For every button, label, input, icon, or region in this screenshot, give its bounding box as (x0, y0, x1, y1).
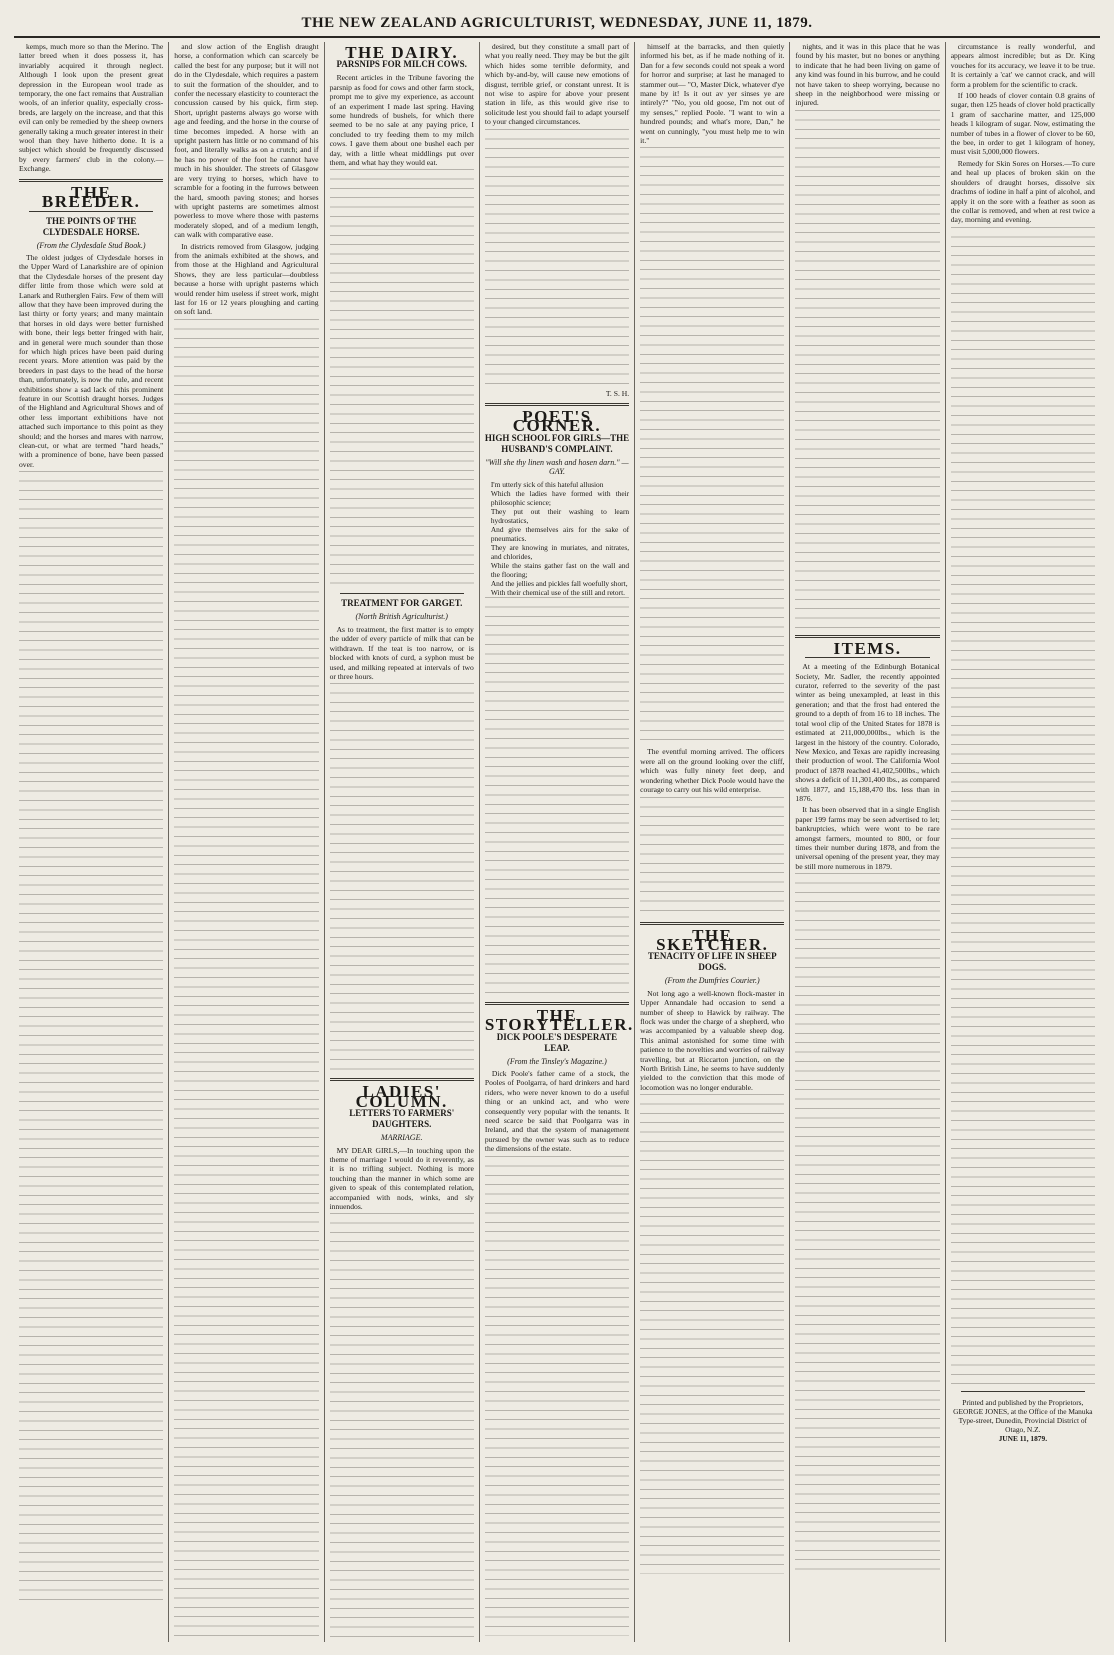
divider (485, 1002, 629, 1005)
col5-body: himself at the barracks, and then quietly informed his bet, as if he made nothing of it. Dan for a few seconds could not speak a word for horror and surprise; at last he managed to stammer out— "O, Master Dick, whatever d'ye mane by it! Is it out av yer sinses ye are intirely?" "No, you old goose, I'm not out of my senses," replied Poole. "I want to win a hundred pounds; and what's more, Dan," he went on cunningly, "you must help me to win it." (640, 42, 785, 146)
sketch-credit: (From the Dumfries Courier.) (664, 976, 760, 986)
divider (640, 922, 784, 925)
poem-title: HIGH SCHOOL FOR GIRLS—THE HUSBAND'S COMPLAINT. (484, 432, 630, 454)
col3-letters: MY DEAR GIRLS,—In touching upon the theme of marriage I would do it reverently, as it is no trifling subject. Nothing is more touching than the manner in which some are given to speak of this contemplated relation, accompanied with nods, winks, and sly innuendos. (329, 1145, 474, 1211)
columns (14, 42, 1100, 1642)
divider (795, 635, 939, 638)
col6-body: nights, and it was in this place that he was found by his master, but no bones or anything to indicate that he had been living on game of any kind was found in his burrow, and he could not have taken to sheep worrying, because no sheep in the neighborhood were missing or injured. (795, 42, 940, 108)
col3-treatment: As to treatment, the first matter is to empty the udder of every particle of milk that can be withdrawn. If the teat is too narrow, or is blocked with knots of curd, a syphon must be used, and milking repeated at intervals of two or three hours. (329, 624, 474, 681)
text-block (795, 110, 939, 630)
sketch-title: TENACITY OF LIFE IN SHEEP DOGS. (647, 951, 777, 973)
imprint-line: GEORGE JONES, at the Office of the Manuka Type-street, Dunedin, Provincial District of Otago, N.Z. (953, 1406, 1093, 1434)
text-block (795, 873, 939, 1573)
col1-intro: kemps, much more so than the Merino. The latter breed when it does possess it, has invariably acquired it through neglect. Although I look upon the present great depression in the European wool trade as temporary, the one fact remains that Australian wools, of an inferior quality, especially cross-breds, are largely on the increase, and that this evil can only be remedied by the sheep owners generally taking a much greater interest in their wool than they have hitherto done. It is a subject which should be frequently discussed by every farmers' club in the colony.—Exchange. (19, 42, 164, 174)
col7-tail: If 100 heads of clover contain 0.8 grains of sugar, then 125 heads of clover hold practically 1 gram of saccharine matter, and 125,000 heads 1 kilogram of sugar. Now, estimating the number of tubes in a flower of clover to be 60, the bee, in order to get 1 kilogram of honey, must visit 5,000,000 flowers. (950, 91, 1095, 157)
column-1 (14, 42, 169, 1642)
section-heading-sketcher: THE SKETCHER. (656, 925, 769, 954)
masthead (14, 10, 1100, 38)
poem-line: I'm utterly sick of this hateful allusion (490, 479, 604, 489)
poem (485, 480, 629, 597)
article-credit: (North British Agriculturist.) (355, 612, 448, 622)
col5-tail: The eventful morning arrived. The officers were all on the ground looking over the cliff, which was fully ninety feet deep, and wondering whether Dick Poole would have the courage to carry out his wild enterprise. (640, 747, 785, 795)
text-block (19, 471, 163, 1601)
poem-line: And the jellies and pickles fall woefully short, (490, 578, 628, 588)
poem-line: And give themselves airs for the sake of pneumatics. (490, 524, 630, 543)
article-title-clydesdale: THE POINTS OF THE CLYDESDALE HORSE. (42, 215, 140, 237)
text-block (485, 1156, 629, 1636)
divider (961, 1391, 1085, 1392)
section-heading-items: ITEMS. (833, 638, 902, 658)
column-2 (169, 42, 324, 1642)
poem-line: They put out their washing to learn hydrostatics, (490, 506, 630, 525)
divider (340, 593, 464, 594)
poem-line: Which the ladies have formed with their philosophic science; (490, 488, 630, 507)
text-block (330, 683, 474, 1073)
article-title-letters: LETTERS TO FARMERS' DAUGHTERS. (349, 1108, 455, 1130)
poem-line: They are knowing in muriates, and nitrates, and chlorides, (490, 542, 630, 561)
section-heading-poets: POET'S CORNER. (512, 407, 602, 436)
poem-line: While the stains gather fast on the wall and the flooring; (490, 560, 630, 579)
article-title-garget: TREATMENT FOR GARGET. (341, 598, 463, 609)
text-block (640, 1094, 784, 1574)
article-subtitle-marriage: MARRIAGE. (380, 1133, 423, 1143)
divider (330, 1078, 474, 1081)
section-heading-ladies: LADIES' COLUMN. (355, 1082, 448, 1111)
text-block (330, 1213, 474, 1642)
printer-imprint (951, 1398, 1095, 1443)
text-block (951, 227, 1095, 1387)
text-block (174, 319, 318, 1642)
text-block (640, 147, 784, 747)
poem-line: With their chemical use of the still and retort. (490, 587, 625, 597)
poem-epigraph: "Will she thy linen wash and hosen darn." —GAY. (485, 457, 629, 477)
column-3 (325, 42, 480, 1642)
text-block (485, 129, 629, 389)
article-title-parsnips: PARSNIPS FOR MILCH COWS. (336, 59, 467, 70)
divider (19, 179, 163, 182)
column-4 (480, 42, 635, 1642)
text-block (330, 169, 474, 589)
section-heading-dairy: THE DAIRY. (345, 43, 459, 62)
text-block (640, 797, 784, 917)
imprint-line: Printed and published by the Proprietors, (962, 1397, 1084, 1407)
col4-intro: desired, but they constitute a small part of what you really need. They may be but the gilt which hides some terrible deformity, and which by-and-by, will cause new emotions of disgust, terrible grief, or constant unrest. It is not wise to aspire for above your present station in life, as this would give rise to solicitude lest you should fail to adapt yourself to your changed circumstances. (484, 42, 630, 127)
signature: T. S. H. (605, 388, 630, 398)
section-heading-breeder: THE BREEDER. (41, 182, 141, 212)
column-7 (946, 42, 1100, 1642)
article-credit: (From the Clydesdale Stud Book.) (36, 240, 146, 250)
col2-tail: In districts removed from Glasgow, judging from the animals exhibited at the shows, and from those at the Highland and Agricultural Shows, they are less particular—doubtless because a horse with upright pasterns which would render him useless if street work, might last for 16 or 12 years ploughing and carting on soft land. (174, 241, 319, 317)
divider (485, 403, 629, 406)
col3-body: Recent articles in the Tribune favoring the parsnip as food for cows and other farm stock, prompt me to give my experience, as account of an experiment I made last spring. Having some hundreds of bushels, for which there seemed to be no sale at any paying price, I concluded to try feeding them to my milch cows. I gave them about one bushel each per day, with a little wheat middlings put over them, and what hay they would eat. (329, 73, 474, 168)
story-credit: (From the Tinsley's Magazine.) (507, 1056, 607, 1066)
col5-sketch: Not long ago a well-known flock-master in Upper Annandale had occasion to send a number of sheep to Hawick by railway. The flock was under the charge of a shepherd, who was accompanied by a valuable sheep dog. This animal astonished for some time with patience to the novelties and worries of railway travelling, but at Riccarton junction, on the North British Line, he seems to have suddenly yielded to the conviction that this mode of locomotion was no longer endurable. (640, 988, 785, 1092)
imprint-date: JUNE 11, 1879. (998, 1433, 1048, 1443)
col6-tail: It has been observed that in a single English paper 199 farms may be seen advertised to let; bankruptcies, which were wont to be rare amongst farmers, mounted to 800, or four times their number during 1878, and from the universal opening of the present year, they may be still more numerous in 1879. (795, 805, 940, 871)
section-heading-storyteller: THE STORYTELLER. (484, 1005, 634, 1035)
col7-remedy: Remedy for Skin Sores on Horses.—To cure and heal up places of broken skin on the shoulders of draught horses, dissolve six drachms of iodine in half a pint of alcohol, and apply it on the sore with a feather as soon as the collar is removed, and when at rest twice a day, morning and evening. (950, 158, 1095, 225)
col1-body: The oldest judges of Clydesdale horses in the Upper Ward of Lanarkshire are of opinion that the Clydesdale horses of the present day differ little from those which were sold at Lanark and Rutherglen Fairs. Few of them will allow that they have been improved during the last thirty or forty years; and many maintain that horses in old days were better furnished with bone, their legs better fringed with hair, and in general were much sounder than those for which high prices have been paid during recent years. More attention was paid by the breeders in past days to the head of the horse than, unfortunately, is now the rule, and recent exhibitions show a sad lack of this prominent feature in our Scottish draught horses. Judges of the Highland and Agricultural Shows and of other less important exhibitions have not attached such importance to this point as they should; and the horses and mares with narrow, clean-cut, or what are termed "hard heads," with a prominence of bone, have been passed over. (19, 252, 164, 469)
text-block (485, 597, 629, 997)
column-5 (635, 42, 790, 1642)
col6-items: At a meeting of the Edinburgh Botanical Society, Mr. Sadler, the recently appointed curator, referred to the severity of the past winter as being unexampled, at least in this generation; and that the frost had entered the ground to a depth of from 16 to 18 inches. The total wool clip of the United States for 1878 is estimated at 211,000,000lbs., which is the largest in the history of the country. Colorado, New Mexico, and Texas are rapidly increasing their production of wool. The California Wool product of 1878 reached 41,402,500lbs., which shows a deficit of 11,301,400 lbs., as compared with 1877, and 15,188,470 lbs. less than in 1876. (795, 662, 940, 803)
col7-body: circumstance is really wonderful, and appears almost incredible; but as Dr. King vouches for its accuracy, we leave it to be true. It is certainly a 'cat' we cannot crack, and will form a problem for the scientific to crack. (950, 42, 1095, 89)
col2-body: and slow action of the English draught horse, a conformation which can scarcely be called the best for any purpose; but it will not do in the Clydesdale, which requires a pastern to suit the formation of the shoulder, and to confer the necessary elasticity to counteract the concussion caused by his quick, firm step. Short, upright pasterns always go worse with age and feeding, and the horse in the course of time becomes impeded. A horse with an upright pastern has little or no command of his foot, and literally walks as on a crutch; and if he has no power of the foot he cannot have much in his shoulder. The streets of Glasgow are very trying to horses, which have to scramble for a footing in the furrows between the hard, smooth paving stones; and horses with upright pasterns are sometimes almost powerless to move where those with pasterns moderately sloped, and of a medium length, can walk with comparative ease. (174, 42, 319, 240)
masthead-title: THE NEW ZEALAND AGRICULTURIST, WEDNESDAY, JUNE 11, 1879. (301, 14, 813, 31)
story-title: DICK POOLE'S DESPERATE LEAP. (496, 1031, 618, 1053)
col4-story: Dick Poole's father came of a stock, the Pooles of Poolgarra, of hard drinkers and hard riders, who were never known to do a useful thing or an unkind act, and who were consequently very popular with the tenants. It need scarce be said that Poolgarra was in Ireland, and that the system of management pursued by the owner was such as to reduce the dimensions of the estate. (484, 1068, 630, 1154)
column-6 (790, 42, 945, 1642)
